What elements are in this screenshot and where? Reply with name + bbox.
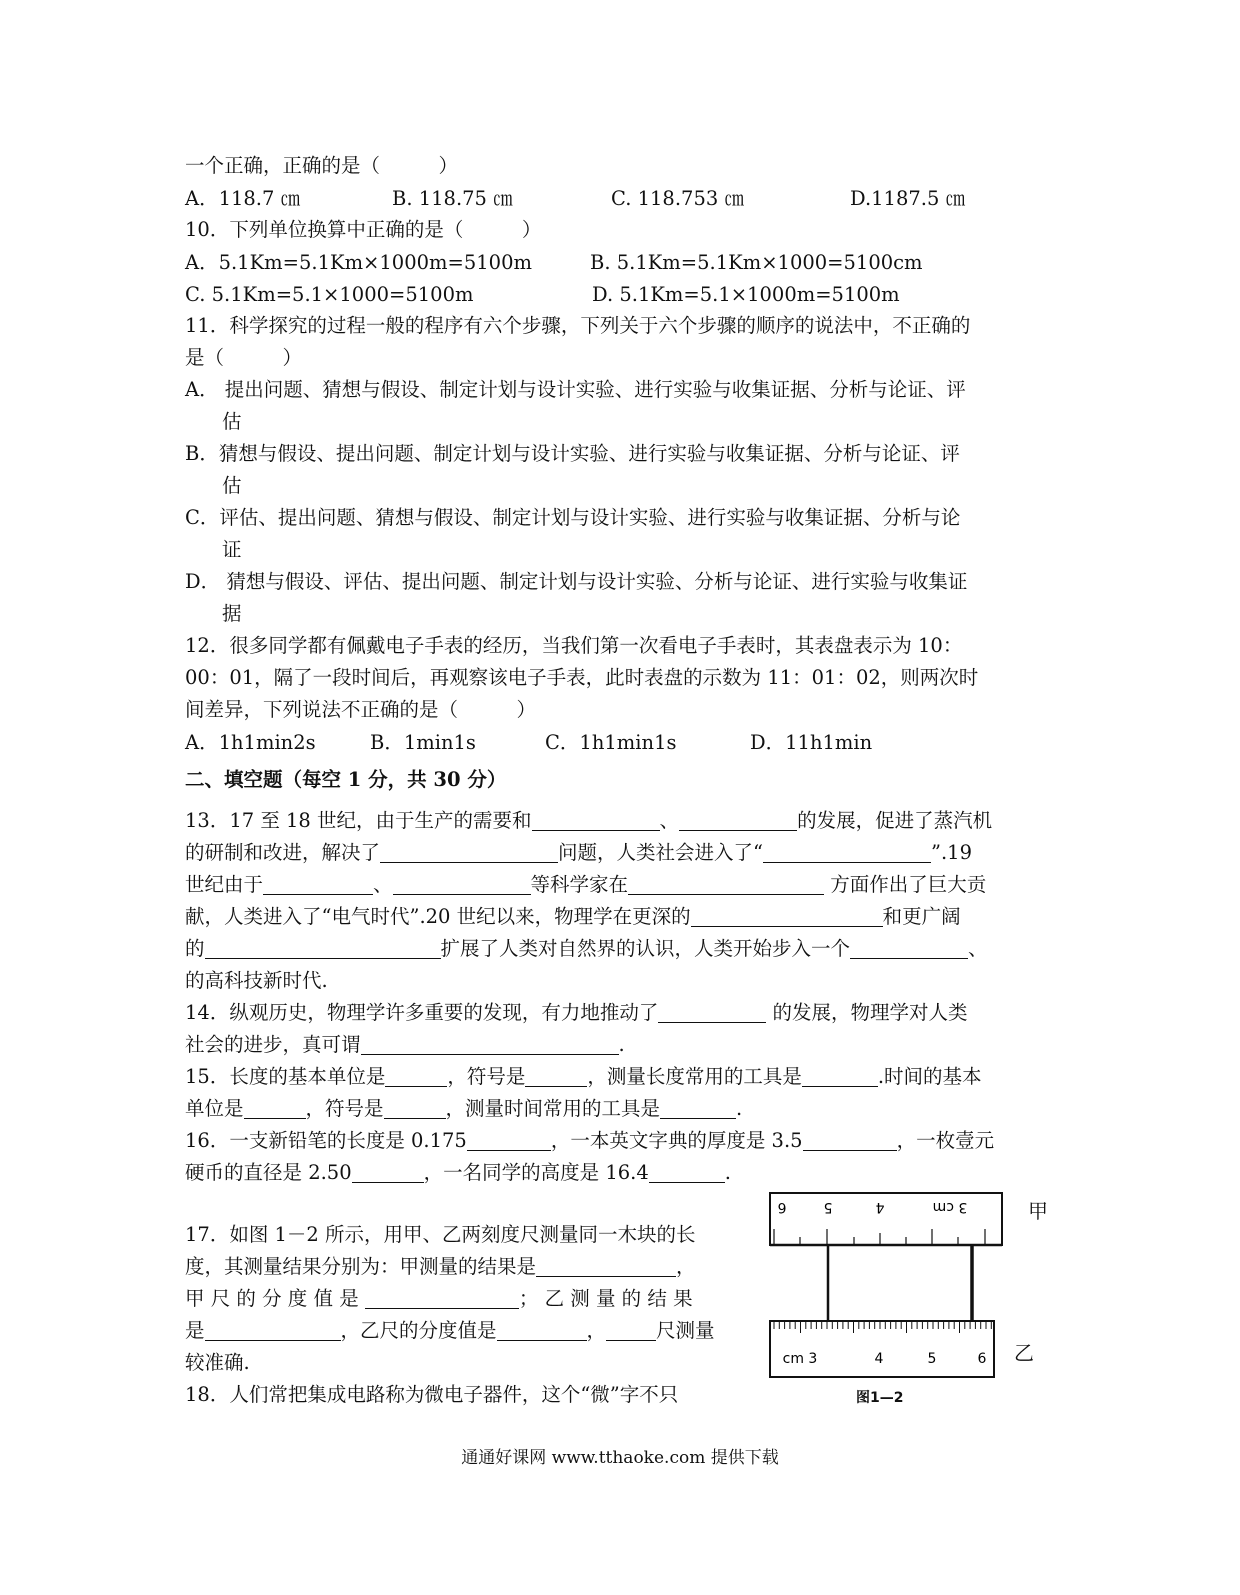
answer-blank[interactable] [393, 874, 531, 895]
answer-blank[interactable] [679, 810, 797, 831]
section-heading [185, 767, 506, 793]
option-l04-0: A．5.1Km=5.1Km×1000m=5100m [185, 251, 532, 274]
ruler-yi-num-3: cm 3 [782, 1351, 818, 1367]
label-yi: 乙 [1014, 1341, 1034, 1365]
text-segment: ”.19 [931, 841, 972, 864]
text-segment: ，一名同学的高度是 16.4 [423, 1161, 649, 1184]
answer-blank[interactable] [361, 1034, 619, 1055]
text-line-l08 [185, 377, 966, 403]
answer-blank[interactable] [628, 874, 824, 895]
text-line-l29 [185, 1064, 982, 1090]
text-segment: 12．很多同学都有佩戴电子手表的经历，当我们第一次看电子手表时，其表盘表示为 10： [185, 634, 963, 657]
text-segment: ， [676, 1255, 696, 1278]
answer-blank[interactable] [536, 1256, 676, 1277]
text-line-l26 [185, 968, 328, 994]
text-line-l30 [185, 1096, 742, 1122]
ruler-jia-num-5: 5 [823, 1199, 833, 1215]
text-line-l31 [185, 1128, 994, 1154]
answer-blank[interactable] [385, 1066, 447, 1087]
option-l04-1: B. 5.1Km=5.1Km×1000=5100cm [590, 251, 923, 274]
text-segment: 的 [185, 937, 205, 960]
text-segment: ，符号是 [447, 1065, 526, 1088]
text-line-l17 [185, 665, 978, 691]
ruler-yi-num-5: 5 [927, 1351, 937, 1367]
option-l02-0: A．118.7 ㎝ [185, 187, 301, 210]
ruler-jia-num-6: 6 [777, 1199, 787, 1215]
text-segment: 扩展了人类对自然界的认识，人类开始步入一个 [440, 937, 851, 960]
text-line-l10 [185, 441, 960, 467]
text-segment: 据 [222, 602, 242, 625]
ruler-yi [770, 1321, 994, 1377]
text-line-l25 [185, 936, 988, 962]
text-segment: 、 [968, 937, 988, 960]
text-segment: .时间的基本 [877, 1065, 982, 1088]
text-segment: 献，人类进入了“电气时代”.20 世纪以来，物理学在更深的 [185, 905, 691, 928]
option-l02-1: B. 118.75 ㎝ [392, 187, 513, 210]
answer-blank[interactable] [244, 1098, 306, 1119]
text-line-l07 [185, 345, 302, 371]
text-line-l13 [222, 537, 242, 563]
answer-blank[interactable] [263, 874, 373, 895]
text-segment: D． 猜想与假设、评估、提出问题、制定计划与设计实验、分析与论证、进行实验与收集证 [185, 570, 968, 593]
text-line-l09 [222, 409, 242, 435]
text-line-l14 [185, 569, 967, 595]
text-segment: ， [586, 1319, 607, 1342]
option-l05-0: C. 5.1Km=5.1×1000=5100m [185, 283, 474, 306]
option-l19-0: A．1h1min2s [185, 731, 316, 754]
text-segment: 和更广阔 [882, 905, 961, 928]
answer-blank[interactable] [691, 906, 883, 927]
text-segment: 00：01，隔了一段时间后，再观察该电子手表，此时表盘的示数为 11：01：02，则两次时 [185, 666, 979, 689]
text-segment: 较准确. [185, 1351, 250, 1374]
text-line-l16 [185, 633, 962, 659]
text-line-l32 [185, 1160, 731, 1186]
text-segment: B．猜想与假设、提出问题、制定计划与设计实验、进行实验与收集证据、分析与论证、评 [185, 442, 960, 465]
text-segment: 15．长度的基本单位是 [185, 1065, 386, 1088]
ruler-yi-num-6: 6 [977, 1351, 987, 1367]
text-segment: 尺测量 [656, 1319, 715, 1342]
answer-blank[interactable] [649, 1162, 725, 1183]
footer: 通通好课网 www.tthaoke.com 提供下载 [461, 1448, 779, 1468]
text-segment: A． 提出问题、猜想与假设、制定计划与设计实验、进行实验与收集证据、分析与论证、评 [185, 378, 966, 401]
answer-blank[interactable] [467, 1130, 551, 1151]
text-line-l36 [185, 1318, 715, 1344]
figure-caption: 图1—2 [856, 1390, 904, 1406]
option-l05-1: D. 5.1Km=5.1×1000m=5100m [592, 283, 900, 306]
text-segment: ，符号是 [305, 1097, 384, 1120]
text-segment: 甲 尺 的 分 度 值 是 [185, 1287, 365, 1310]
text-segment: 13．17 至 18 世纪，由于生产的需要和 [185, 809, 532, 832]
text-segment: ，乙尺的分度值是 [340, 1319, 497, 1342]
answer-blank[interactable] [606, 1320, 656, 1341]
text-segment: 的发展，促进了蒸汽机 [797, 809, 993, 832]
text-segment: . [736, 1097, 743, 1120]
text-line-l23 [185, 872, 986, 898]
option-l02-2: C. 118.753 ㎝ [611, 187, 744, 210]
text-line-l01 [185, 153, 458, 179]
option-l02-3: D.1187.5 ㎝ [850, 187, 966, 210]
text-segment: 17．如图 1－2 所示，用甲、乙两刻度尺测量同一木块的长 [185, 1223, 696, 1246]
text-line-l22 [185, 840, 972, 866]
text-segment: 、 [373, 873, 393, 896]
text-segment: 估 [222, 474, 242, 497]
answer-blank[interactable] [380, 842, 558, 863]
text-segment: 硬币的直径是 2.50 [185, 1161, 352, 1184]
option-l19-3: D．11h1min [750, 731, 873, 754]
answer-blank[interactable] [532, 810, 660, 831]
text-segment: 10．下列单位换算中正确的是（ ） [185, 218, 542, 241]
option-l19-1: B．1min1s [370, 731, 476, 754]
text-segment: 单位是 [185, 1097, 244, 1120]
answer-blank[interactable] [365, 1288, 519, 1309]
answer-blank[interactable] [802, 1066, 878, 1087]
text-line-l06 [185, 313, 970, 339]
answer-blank[interactable] [352, 1162, 424, 1183]
ruler-diagram [760, 1185, 1060, 1410]
text-segment: 是（ ） [185, 346, 303, 369]
answer-blank[interactable] [205, 938, 441, 959]
answer-blank[interactable] [803, 1130, 897, 1151]
text-segment: ，一本英文字典的厚度是 3.5 [550, 1129, 803, 1152]
text-segment: ，测量长度常用的工具是 [587, 1065, 802, 1088]
text-segment: ； 乙 测 量 的 结 果 [518, 1287, 693, 1310]
text-segment: 度，其测量结果分别为：甲测量的结果是 [185, 1255, 537, 1278]
text-segment: 的高科技新时代. [185, 969, 328, 992]
answer-blank[interactable] [384, 1098, 446, 1119]
text-segment: 11．科学探究的过程一般的程序有六个步骤，下列关于六个步骤的顺序的说法中，不正确的 [185, 314, 971, 337]
text-line-l28 [185, 1032, 625, 1058]
text-segment: 的发展，物理学对人类 [766, 1001, 968, 1024]
text-line-l34 [185, 1254, 696, 1280]
text-segment: 是 [185, 1319, 205, 1342]
answer-blank[interactable] [763, 842, 931, 863]
ruler-yi-num-4: 4 [874, 1351, 884, 1367]
text-line-l33 [185, 1222, 696, 1248]
text-segment: 估 [222, 410, 242, 433]
text-segment: 18．人们常把集成电路称为微电子器件，这个“微”字不只 [185, 1383, 679, 1406]
answer-blank[interactable] [850, 938, 968, 959]
text-line-l35 [185, 1286, 693, 1312]
text-segment: C．评估、提出问题、猜想与假设、制定计划与设计实验、进行实验与收集证据、分析与论 [185, 506, 961, 529]
text-segment: 、 [659, 809, 680, 832]
text-segment: 等科学家在 [530, 873, 629, 896]
text-line-l18 [185, 697, 536, 723]
text-line-l38 [185, 1382, 678, 1408]
text-line-l24 [185, 904, 961, 930]
text-segment: ，一枚壹元 [896, 1129, 995, 1152]
text-line-l21 [185, 808, 992, 834]
text-line-l03 [185, 217, 541, 243]
text-line-l27 [185, 1000, 968, 1026]
ruler-jia-num-3: 3 cm [932, 1199, 968, 1215]
text-line-l15 [222, 601, 242, 627]
text-segment: 方面作出了巨大贡 [824, 873, 987, 896]
text-segment: 一个正确，正确的是（ ） [185, 154, 459, 177]
text-segment: 问题，人类社会进入了“ [558, 841, 763, 864]
text-segment: 证 [222, 538, 242, 561]
option-l19-2: C．1h1min1s [545, 731, 677, 754]
text-segment: 二、填空题（每空 1 分，共 30 分） [185, 768, 507, 791]
ruler-jia-num-4: 4 [875, 1199, 885, 1215]
text-segment: 世纪由于 [185, 873, 264, 896]
answer-blank[interactable] [205, 1320, 341, 1341]
figure-1-2 [760, 1185, 1060, 1414]
answer-blank[interactable] [497, 1320, 587, 1341]
text-segment: 16．一支新铅笔的长度是 0.175 [185, 1129, 467, 1152]
label-jia: 甲 [1028, 1199, 1048, 1223]
text-segment: . [618, 1033, 625, 1056]
text-line-l11 [222, 473, 242, 499]
text-segment: ，测量时间常用的工具是 [445, 1097, 661, 1120]
text-line-l12 [185, 505, 960, 531]
text-segment: 间差异，下列说法不正确的是（ ） [185, 698, 537, 721]
answer-blank[interactable] [658, 1002, 766, 1023]
answer-blank[interactable] [660, 1098, 736, 1119]
text-segment: 社会的进步，真可谓 [185, 1033, 361, 1056]
text-segment: 14．纵观历史，物理学许多重要的发现，有力地推动了 [185, 1001, 659, 1024]
text-line-l37 [185, 1350, 250, 1376]
text-segment: . [724, 1161, 731, 1184]
text-segment: 的研制和改进，解决了 [185, 841, 381, 864]
answer-blank[interactable] [525, 1066, 587, 1087]
